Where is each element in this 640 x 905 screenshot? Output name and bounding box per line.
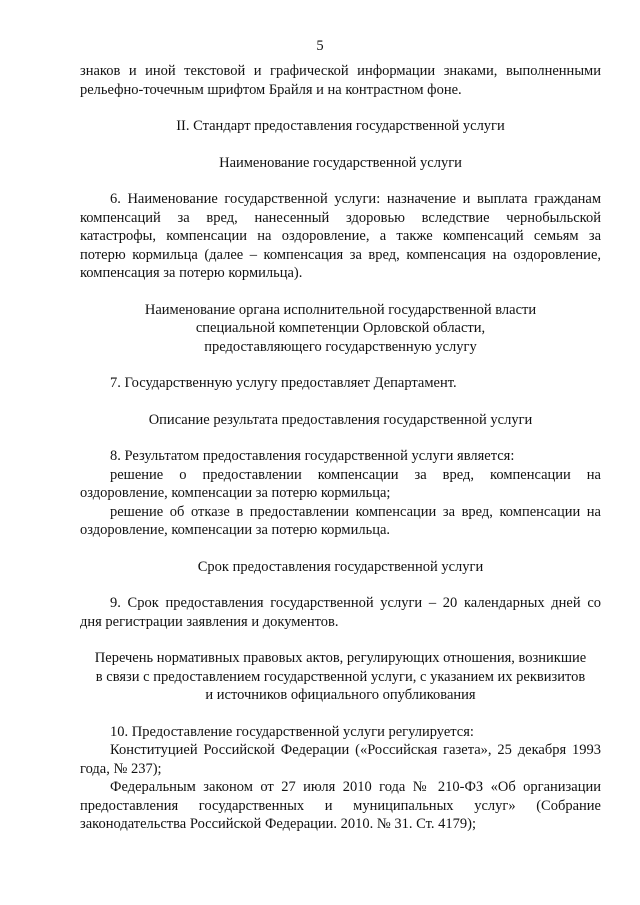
text-line: Конституцией Российской Федерации («Российская газета», 25 декабря 1993 bbox=[110, 742, 601, 758]
text-line: предоставляющего государственную услугу bbox=[204, 338, 477, 355]
heading-result: Описание результата предоставления государственной услуги bbox=[148, 411, 533, 428]
text-line: решение об отказе в предоставлении компенсации за вред, компенсации на bbox=[110, 503, 601, 520]
text-line: Перечень нормативных правовых актов, регулирующих отношения, возникшие bbox=[94, 650, 587, 666]
paragraph-7 bbox=[80, 374, 601, 393]
text-line: оздоровление, компенсации за потерю кормильца. bbox=[80, 522, 391, 538]
paragraph-6 bbox=[80, 190, 601, 283]
text-line: 9. Срок предоставления государственной услуги – 20 календарных дней со bbox=[110, 595, 601, 611]
paragraph-10 bbox=[80, 723, 601, 834]
text-line: 7. Государственную услугу предоставляет Департамент. bbox=[110, 375, 457, 391]
paragraph-8 bbox=[80, 447, 601, 540]
text-line: катастрофы, компенсации на оздоровление, а также компенсаций семьям за bbox=[80, 228, 601, 244]
text-line: оздоровление, компенсации за потерю кормильца; bbox=[80, 485, 391, 501]
text-line: знаков и иной текстовой и графической информации знаками, выполненными bbox=[80, 63, 601, 79]
text-line: и источников официального опубликования bbox=[205, 687, 476, 703]
page-number: 5 bbox=[316, 38, 324, 54]
text-line: 8. Результатом предоставления государственной услуги является: bbox=[110, 448, 515, 464]
text-line: 6. Наименование государственной услуги: назначение и выплата гражданам bbox=[110, 191, 601, 207]
text-line: компенсация за потерю кормильца). bbox=[80, 265, 303, 281]
paragraph-9 bbox=[80, 594, 601, 631]
text-line: Наименование органа исполнительной государственной власти bbox=[144, 301, 537, 318]
intro-paragraph bbox=[80, 62, 601, 99]
heading-term: Срок предоставления государственной услуги bbox=[197, 558, 484, 575]
text-line: в связи с предоставлением государственной услуги, с указанием их реквизитов bbox=[95, 668, 586, 685]
section-title: II. Стандарт предоставления государственной услуги bbox=[176, 118, 505, 134]
text-line: рельефно-точечным шрифтом Брайля и на контрастном фоне. bbox=[80, 81, 462, 98]
text-line: решение о предоставлении компенсации за вред, компенсации на bbox=[110, 466, 601, 483]
text-line: законодательства Российской Федерации. 2010. № 31. Ст. 4179); bbox=[80, 816, 476, 832]
document-body bbox=[80, 62, 601, 834]
text-line: потерю кормильца (далее – компенсация за вред, компенсация на оздоровление, bbox=[80, 246, 601, 263]
text-line: 10. Предоставление государственной услуги регулируется: bbox=[110, 723, 474, 740]
text-line: года, № 237); bbox=[80, 760, 162, 777]
text-line: компенсаций за вред, нанесенный здоровью вследствие чернобыльской bbox=[80, 209, 601, 226]
text-line: Федеральным законом от 27 июля 2010 года № 210-ФЗ «Об организации bbox=[110, 779, 601, 795]
text-line: дня регистрации заявления и документов. bbox=[80, 613, 339, 630]
heading-organ bbox=[80, 301, 601, 357]
heading-service-name: Наименование государственной услуги bbox=[219, 154, 462, 171]
text-line: предоставления государственных и муниципальных услуг» (Собрание bbox=[80, 797, 601, 814]
text-line: специальной компетенции Орловской области, bbox=[195, 320, 486, 336]
heading-legal-acts bbox=[80, 649, 601, 705]
